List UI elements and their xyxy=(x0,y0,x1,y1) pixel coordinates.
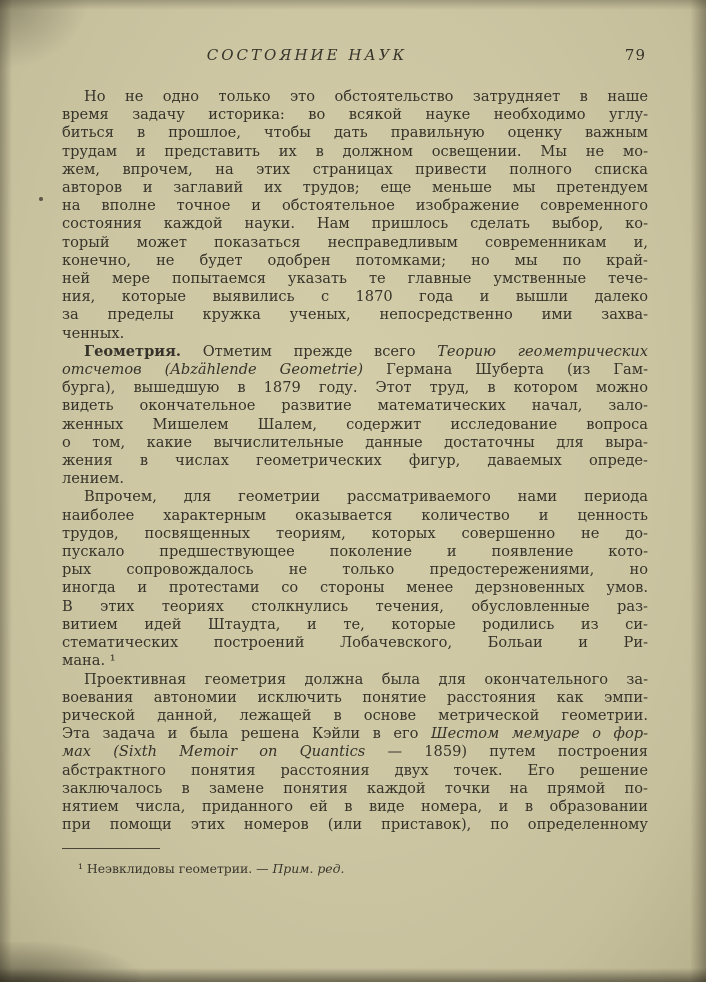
footnote-rule xyxy=(62,848,160,849)
text-line xyxy=(62,725,648,743)
text: мана. ¹ xyxy=(62,652,116,670)
text: жем, впрочем, на этих страницах привести полного списка xyxy=(62,160,648,178)
text: о том, какие вычислительные данные достаточны для выра- xyxy=(62,433,648,451)
text: рической данной, лежащей в основе метрической геометрии. xyxy=(62,706,648,724)
text: заключалось в замене понятия каждой точки на прямой по- xyxy=(62,779,648,797)
text: витием идей Штаудта, и те, которые родились из си- xyxy=(62,615,648,633)
text: бурга), вышедшую в 1879 году. Этот труд, в котором можно xyxy=(62,379,648,397)
page-number: 79 xyxy=(624,46,646,64)
text: ней мере попытаемся указать те главные умственные тече- xyxy=(62,270,648,288)
text-block xyxy=(62,88,648,834)
text: ния, которые выявились с 1870 года и вышли далеко xyxy=(62,288,648,306)
text-line xyxy=(62,197,648,215)
text-line xyxy=(62,106,648,124)
text-line xyxy=(62,798,648,816)
text-line xyxy=(62,325,648,343)
text-line xyxy=(62,397,648,415)
text: пускало предшествующее поколение и появление кото- xyxy=(62,543,648,561)
footnote xyxy=(62,861,648,877)
text-line xyxy=(62,652,648,670)
page-edge-shadow-left xyxy=(0,0,12,982)
text-line xyxy=(62,598,648,616)
text: иногда и протестами со стороны менее дерзновенных умов. xyxy=(62,579,648,597)
italic-text: мах (Sixth Memoir on Quantics xyxy=(62,743,366,761)
text: биться в прошлое, чтобы дать правильную оценку важным xyxy=(62,124,648,142)
paragraph xyxy=(62,343,648,489)
text-line xyxy=(62,616,648,634)
text-line xyxy=(62,215,648,233)
italic-text: Теорию геометрических xyxy=(437,342,648,360)
bold-text: Геометрия. xyxy=(84,342,181,360)
page-edge-shadow-right xyxy=(690,0,706,982)
text: лением. xyxy=(62,470,124,488)
text-line xyxy=(62,634,648,652)
text-line xyxy=(62,452,648,470)
text-line xyxy=(62,671,648,689)
text: время задачу историка: во всякой науке необходимо углу- xyxy=(62,106,648,124)
text: стематических построений Лобачевского, Больаи и Ри- xyxy=(62,634,648,652)
text-line xyxy=(62,579,648,597)
text-line xyxy=(62,124,648,142)
text: Отметим прежде всего xyxy=(181,342,438,360)
text-line xyxy=(62,361,648,379)
paragraph xyxy=(62,488,648,670)
text: конечно, не будет одобрен потомками; но мы по край- xyxy=(62,251,648,269)
text: Проективная геометрия должна была для окончательного за- xyxy=(84,670,648,688)
page-edge-shadow-top xyxy=(0,0,706,10)
text: Эта задача и была решена Кэйли в его xyxy=(62,725,431,743)
text: за пределы кружка ученых, непосредственно ими захва- xyxy=(62,306,648,324)
text-line xyxy=(62,689,648,707)
text-line xyxy=(62,743,648,761)
text: нятием числа, приданного ей в виде номера, и в образовании xyxy=(62,797,648,815)
text: абстрактного понятия расстояния двух точек. Его решение xyxy=(62,761,648,779)
text-line xyxy=(62,488,648,506)
text: Но не одно только это обстоятельство затрудняет в наше xyxy=(84,88,648,105)
text-line xyxy=(62,525,648,543)
text-line xyxy=(62,707,648,725)
text: — 1859) путем построения xyxy=(365,743,648,761)
footnote-italic-text: Прим. ред. xyxy=(272,861,345,876)
text: воевания автономии исключить понятие расстояния как эмпи- xyxy=(62,688,648,706)
text: на вполне точное и обстоятельное изображение современного xyxy=(62,197,648,215)
page-corner-shadow-bottom-left xyxy=(0,942,140,982)
page-header xyxy=(62,46,648,68)
margin-speck xyxy=(39,197,43,201)
text-line xyxy=(62,543,648,561)
text-line xyxy=(62,343,648,361)
text: авторов и заглавий их трудов; еще меньше мы претендуем xyxy=(62,179,648,197)
text: В этих теориях столкнулись течения, обусловленные раз- xyxy=(62,597,648,615)
text: наиболее характерным оказывается количество и ценность xyxy=(62,506,648,524)
text-line xyxy=(62,143,648,161)
text-line xyxy=(62,306,648,324)
text-line xyxy=(62,416,648,434)
footnote-text: ¹ Неэвклидовы геометрии. — xyxy=(78,861,273,876)
italic-text: Шестом мемуаре о фор- xyxy=(431,725,648,743)
text-line xyxy=(62,561,648,579)
text-line xyxy=(62,507,648,525)
text-line xyxy=(62,762,648,780)
text-line xyxy=(62,179,648,197)
text: трудам и представить их в должном освещении. Мы не мо- xyxy=(62,142,648,160)
text-line xyxy=(62,161,648,179)
text-line xyxy=(62,780,648,798)
text-line xyxy=(62,470,648,488)
text-line xyxy=(62,379,648,397)
text-line xyxy=(62,270,648,288)
text: состояния каждой науки. Нам пришлось сделать выбор, ко- xyxy=(62,215,648,233)
text: видеть окончательное развитие математических начал, зало- xyxy=(62,397,648,415)
italic-text: отсчетов (Abzählende Geometrie) xyxy=(62,361,364,379)
text: жения в числах геометрических фигур, даваемых опреде- xyxy=(62,452,648,470)
text-line xyxy=(62,288,648,306)
text: рых сопровождалось не только предостережениями, но xyxy=(62,561,648,579)
text: ченных. xyxy=(62,324,125,342)
text: при помощи этих номеров (или приставок), по определенному xyxy=(62,816,648,834)
text-line xyxy=(62,816,648,834)
running-title: СОСТОЯНИЕ НАУК xyxy=(206,46,408,64)
text-line xyxy=(62,434,648,452)
text: торый может показаться несправедливым современникам и, xyxy=(62,233,648,251)
text: трудов, посвященных теориям, которых совершенно не до- xyxy=(62,524,648,542)
text: женных Мишелем Шалем, содержит исследование вопроса xyxy=(62,415,648,433)
text-line xyxy=(62,234,648,252)
text-line xyxy=(62,88,648,106)
text: Впрочем, для геометрии рассматриваемого нами периода xyxy=(84,488,648,506)
paragraph xyxy=(62,88,648,343)
text-line xyxy=(62,252,648,270)
paragraph xyxy=(62,671,648,835)
text: Германа Шуберта (из Гам- xyxy=(363,361,648,379)
